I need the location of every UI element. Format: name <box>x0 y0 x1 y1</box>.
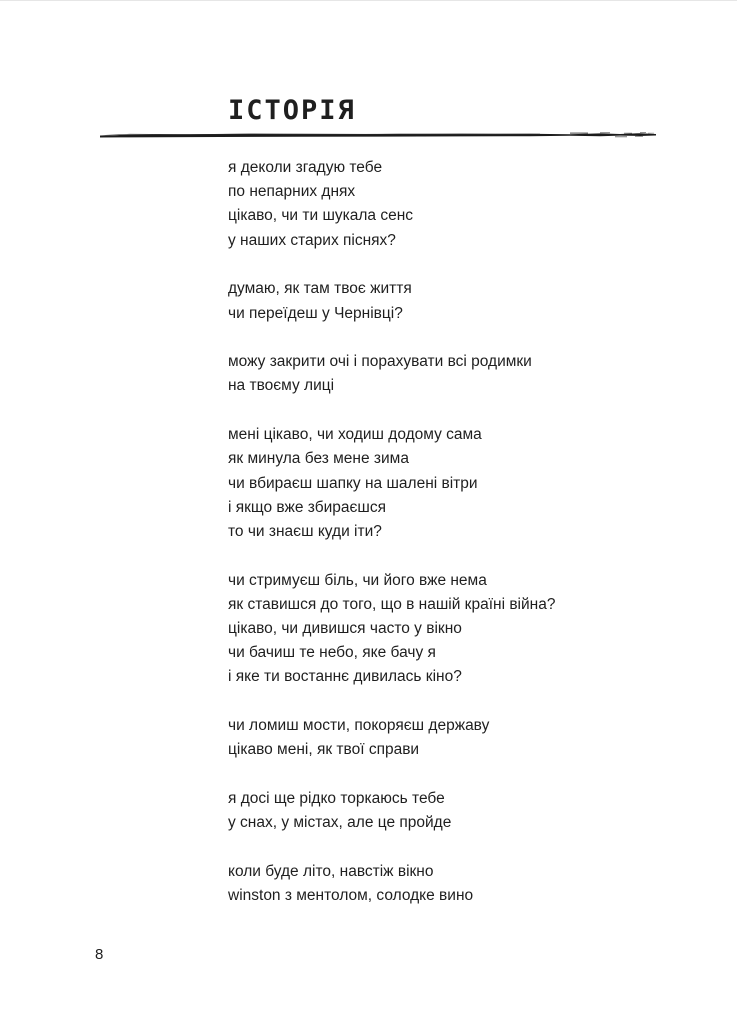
poem-line: чи вбираєш шапку на шалені вітри <box>228 474 478 492</box>
poem-line: у наших старих піснях? <box>228 231 396 249</box>
poem-line: цікаво мені, як твої справи <box>228 741 420 759</box>
poem-line: мені цікаво, чи ходиш додому сама <box>228 426 482 444</box>
page-edge <box>0 0 737 1</box>
poem-line: як ставишся до того, що в нашій країні війна? <box>228 595 556 613</box>
stanza <box>228 787 708 835</box>
poem-line: і яке ти востаннє дивилась кіно? <box>228 668 462 686</box>
poem-line: думаю, як там твоє життя <box>228 280 412 298</box>
poem-body <box>228 156 708 933</box>
poem-line: коли буде літо, навстіж вікно <box>228 862 434 880</box>
poem-line: чи переїдеш у Чернівці? <box>228 304 403 322</box>
poem-title: ІСТОРІЯ <box>228 95 356 126</box>
poem-line: у снах, у містах, але це пройде <box>228 814 452 832</box>
poem-line: я деколи згадую тебе <box>228 159 383 176</box>
poem-line: можу закрити очі і порахувати всі родимки <box>228 353 532 371</box>
stanza <box>228 277 708 325</box>
poem-line: цікаво, чи ти шукала сенс <box>228 207 414 225</box>
poem-line: як минула без мене зима <box>228 450 409 468</box>
stanza <box>228 569 708 690</box>
poem-line: то чи знаєш куди іти? <box>228 522 382 540</box>
poem-line: я досі ще рідко торкаюсь тебе <box>228 790 445 808</box>
poem-line: winston з ментолом, солодке вино <box>228 887 474 905</box>
poem-line: чи бачиш те небо, яке бачу я <box>228 644 436 662</box>
stanza <box>228 860 708 908</box>
stanza <box>228 423 708 544</box>
poem-line: цікаво, чи дивишся часто у вікно <box>228 620 462 638</box>
poem-line: чи стримуєш біль, чи його вже нема <box>228 571 487 589</box>
poem-line: на твоєму лиці <box>228 377 335 395</box>
poem-line: чи ломиш мости, покоряєш державу <box>228 717 490 735</box>
page-number: 8 <box>95 946 104 963</box>
poem-line: по непарних днях <box>228 183 356 201</box>
stanza <box>228 714 708 762</box>
poem-line: і якщо вже збираєшся <box>228 498 386 516</box>
stanza <box>228 156 708 253</box>
title-brush-rule <box>100 126 656 142</box>
stanza <box>228 350 708 398</box>
